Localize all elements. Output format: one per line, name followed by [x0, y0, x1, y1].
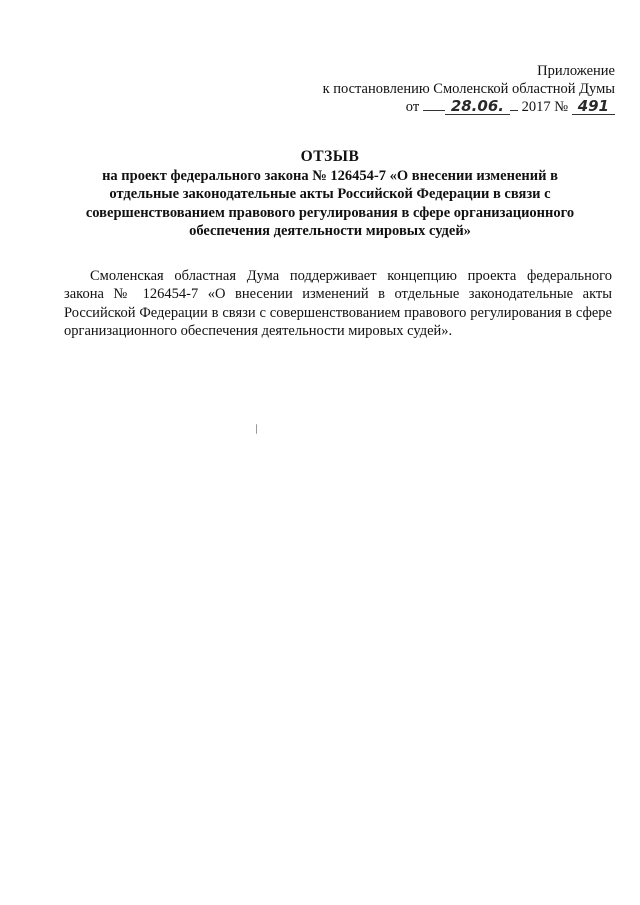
appendix-date-line	[323, 98, 615, 116]
handwritten-number: 491	[572, 99, 615, 115]
appendix-resolution-reference: к постановлению Смоленской областной Думы	[322, 81, 615, 97]
date-blank-end	[510, 110, 518, 111]
year-and-number-label: 2017 №	[521, 99, 569, 115]
appendix-header	[323, 62, 615, 116]
handwritten-date: 28.06.	[445, 99, 510, 115]
appendix-label: Приложение	[537, 63, 615, 79]
body-paragraph: Смоленская областная Дума поддерживает концепцию проекта федерального закона № 126454-7 «О внесении изменений в отдельные законодательные акты Российской Федерации в связи с совершенствованием правового регулирования в сфере организационного обеспечения деятельности мировых судей».	[64, 267, 612, 339]
title-subtitle-line: отдельные законодательные акты Российской Федерации в связи с	[109, 186, 551, 202]
title-subtitle-line: на проект федерального закона № 126454-7 «О внесении изменений в	[102, 167, 558, 184]
scan-artifact-mark	[256, 424, 259, 434]
date-blank-start	[423, 110, 445, 111]
title-subtitle-line: совершенствованием правового регулирования в сфере организационного	[85, 204, 575, 221]
title-subtitle-line: обеспечения деятельности мировых судей»	[189, 223, 471, 239]
date-prefix: от	[405, 99, 420, 115]
document-title	[60, 148, 600, 241]
title-heading: ОТЗЫВ	[300, 148, 360, 165]
